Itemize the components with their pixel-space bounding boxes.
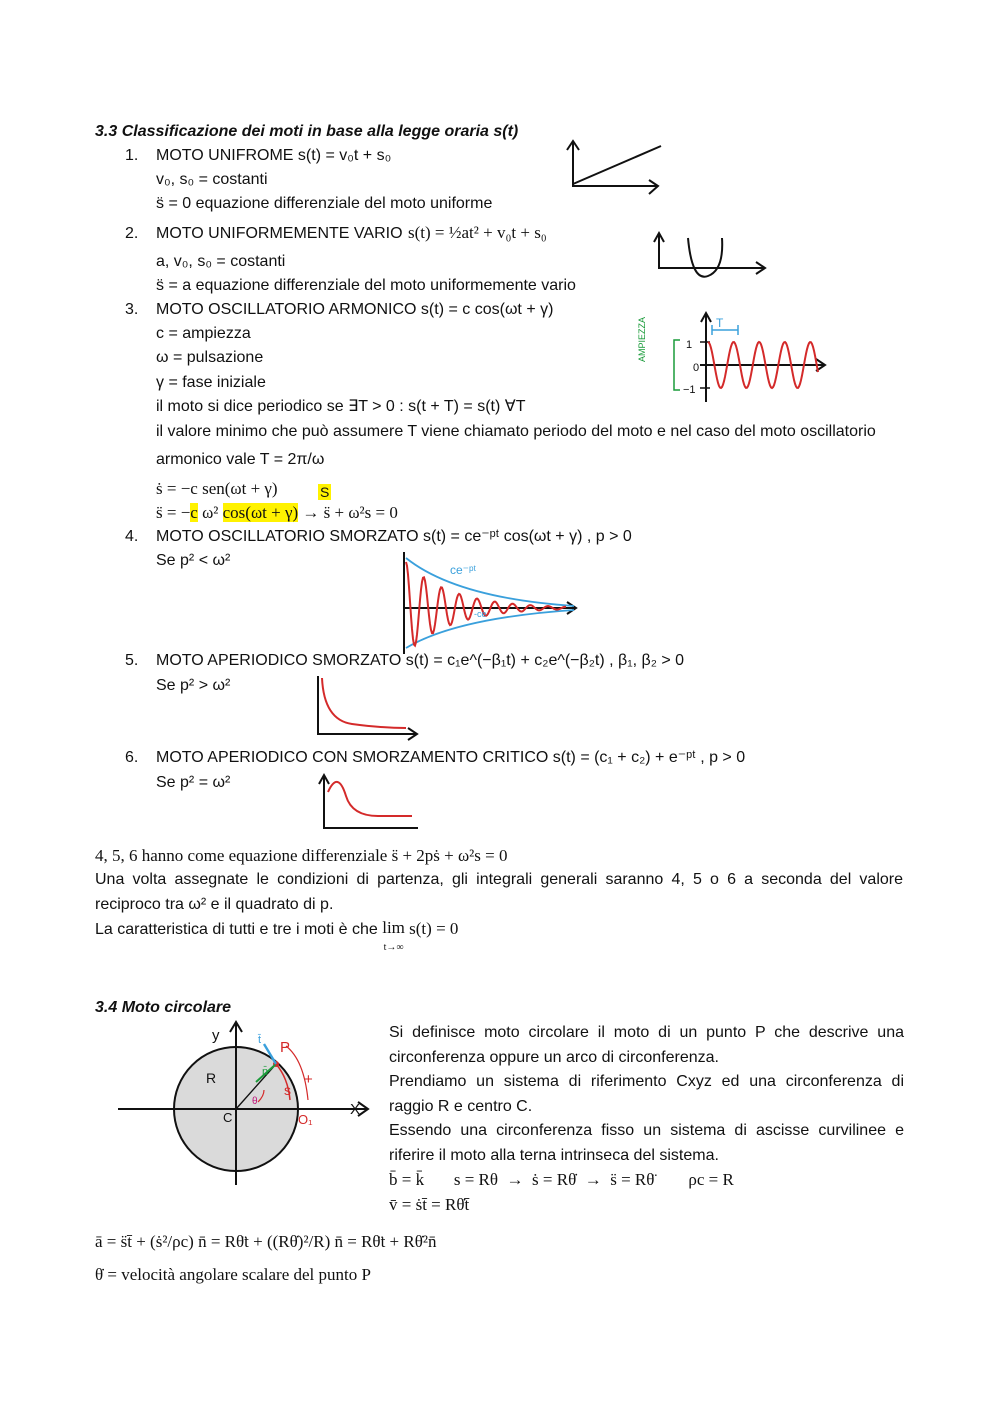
item-title: MOTO APERIODICO SMORZATO s(t) = c₁e^(−β₁t) + c₂e^(−β₂t) , β₁, β₂ > 0 xyxy=(156,652,685,669)
graph-critical xyxy=(318,772,428,832)
tick-label: 0 xyxy=(693,362,700,374)
paragraph: Si definisce moto circolare il moto di un punto P che descrive una circonferenza oppure un arco di circonferenza. xyxy=(389,1024,904,1066)
diagram-label-theta: θ xyxy=(252,1096,258,1107)
item-title: MOTO OSCILLATORIO SMORZATO s(t) = ce⁻ᵖᵗ cos(ωt + γ) , p > 0 xyxy=(156,528,632,545)
definition-angular-velocity: θ̇ = velocità angolare scalare del punto P xyxy=(95,1265,371,1284)
item-number: 3. xyxy=(125,301,139,318)
item-line: Se p² > ω² xyxy=(156,677,231,694)
item-line: Se p² = ω² xyxy=(156,774,231,791)
diagram-label-normal: n̄ xyxy=(262,1066,269,1078)
item-title: MOTO OSCILLATORIO ARMONICO s(t) = c cos(ωt + γ) xyxy=(156,301,554,318)
item-number: 6. xyxy=(125,749,139,766)
item-line: ω = pulsazione xyxy=(156,349,264,366)
item-line: armonico vale T = 2π/ω xyxy=(156,451,325,468)
equation-sdot: ṡ = −c sen(ωt + γ) xyxy=(156,479,278,498)
limit-sentence: La caratteristica di tutti e tre i moti è che lim t→∞ s(t) = 0 xyxy=(95,918,459,953)
item-number: 1. xyxy=(125,147,139,164)
highlight-note: S xyxy=(320,484,330,500)
diagram-label-plus: + xyxy=(304,1071,313,1088)
graph-uniform xyxy=(565,138,665,208)
diagram-label-y: y xyxy=(212,1027,220,1044)
item-line: il moto si dice periodico se ∃T > 0 : s(t + T) = s(t) ∀T xyxy=(156,398,526,415)
graph-damped xyxy=(396,548,586,658)
item-line: s̈ = 0 equazione differenziale del moto uniforme xyxy=(156,195,493,212)
paragraph: Prendiamo un sistema di riferimento Cxyz ed una circonferenza di raggio R e centro C. xyxy=(389,1073,904,1115)
equation-sddot: s̈ = −c ω² cos(ωt + γ) → s̈ + ω²s = 0 xyxy=(156,503,398,522)
item-line: γ = fase iniziale xyxy=(156,374,266,391)
diagram-label-c: C xyxy=(223,1110,233,1125)
equation-acceleration: ā = s̈t̄ + (ṡ²/ρc) n̄ = Rθ̈t + ((Rθ̇)²/R) n̄ = Rθ̈t + Rθ̇²n̄ xyxy=(95,1232,437,1251)
graph-harmonic xyxy=(650,310,850,410)
graph-aperiodic xyxy=(312,670,422,740)
diagram-label-origin: O₁ xyxy=(298,1112,313,1127)
equation: s(t) = ½at² + v₀t + s₀ xyxy=(408,223,547,242)
item-title: MOTO APERIODICO CON SMORZAMENTO CRITICO s(t) = (c₁ + c₂) + e⁻ᵖᵗ , p > 0 xyxy=(156,749,746,766)
diagram-label-x: X xyxy=(350,1101,361,1118)
paragraph: Essendo una circonferenza fisso un sistema di ascisse curvilinee e riferire il moto alla terna intrinseca del sistema. xyxy=(389,1122,904,1164)
envelope-label-negative: -ce xyxy=(474,609,487,619)
paragraph: Una volta assegnate le condizioni di partenza, gli integrali generali saranno 4, 5 o 6 a seconda del valore reciproco tra ω² e il quadrato di p. xyxy=(95,871,903,913)
item-line: v₀, s₀ = costanti xyxy=(156,171,268,188)
item-line: s̈ = a equazione differenziale del moto uniformemente vario xyxy=(156,277,576,294)
equation: b̄ = k̄ s = Rθ → ṡ = Rθ̇ → s̈ = Rθ̈ ρc = R xyxy=(389,1170,734,1189)
diagram-label-s: s xyxy=(284,1082,291,1098)
diagram-label-tangent: t̄ xyxy=(258,1034,262,1046)
tick-label: 1 xyxy=(686,339,693,351)
item-title: MOTO UNIFORMEMENTE VARIO xyxy=(156,225,403,242)
common-equation: 4, 5, 6 hanno come equazione differenziale s̈ + 2pṡ + ω²s = 0 xyxy=(95,846,508,865)
item-line: il valore minimo che può assumere T viene chiamato periodo del moto e nel caso del moto oscillatorio xyxy=(156,423,876,440)
item-line: a, v₀, s₀ = costanti xyxy=(156,253,286,270)
diagram-label-r: R xyxy=(206,1070,217,1086)
tick-label: −1 xyxy=(683,384,696,396)
diagram-label-p: P xyxy=(280,1039,291,1056)
section-heading-3-4: 3.4 Moto circolare xyxy=(95,999,232,1016)
circle-diagram xyxy=(118,1020,378,1190)
item-title: MOTO UNIFROME s(t) = v₀t + s₀ xyxy=(156,147,392,164)
item-number: 5. xyxy=(125,652,139,669)
item-number: 4. xyxy=(125,528,139,545)
period-label: T xyxy=(716,316,724,330)
item-number: 2. xyxy=(125,225,139,242)
amplitude-label: AMPIEZZA xyxy=(637,316,647,362)
item-line: c = ampiezza xyxy=(156,325,251,342)
envelope-label: ce⁻ᵖᵗ xyxy=(450,563,477,577)
item-line: Se p² < ω² xyxy=(156,552,231,569)
section-heading-3-3: 3.3 Classificazione dei moti in base alla legge oraria s(t) xyxy=(95,123,519,140)
graph-uniformly-accelerated xyxy=(652,230,772,280)
equation: v̄ = ṡt̄ = Rθ̇t̄ xyxy=(389,1195,470,1214)
